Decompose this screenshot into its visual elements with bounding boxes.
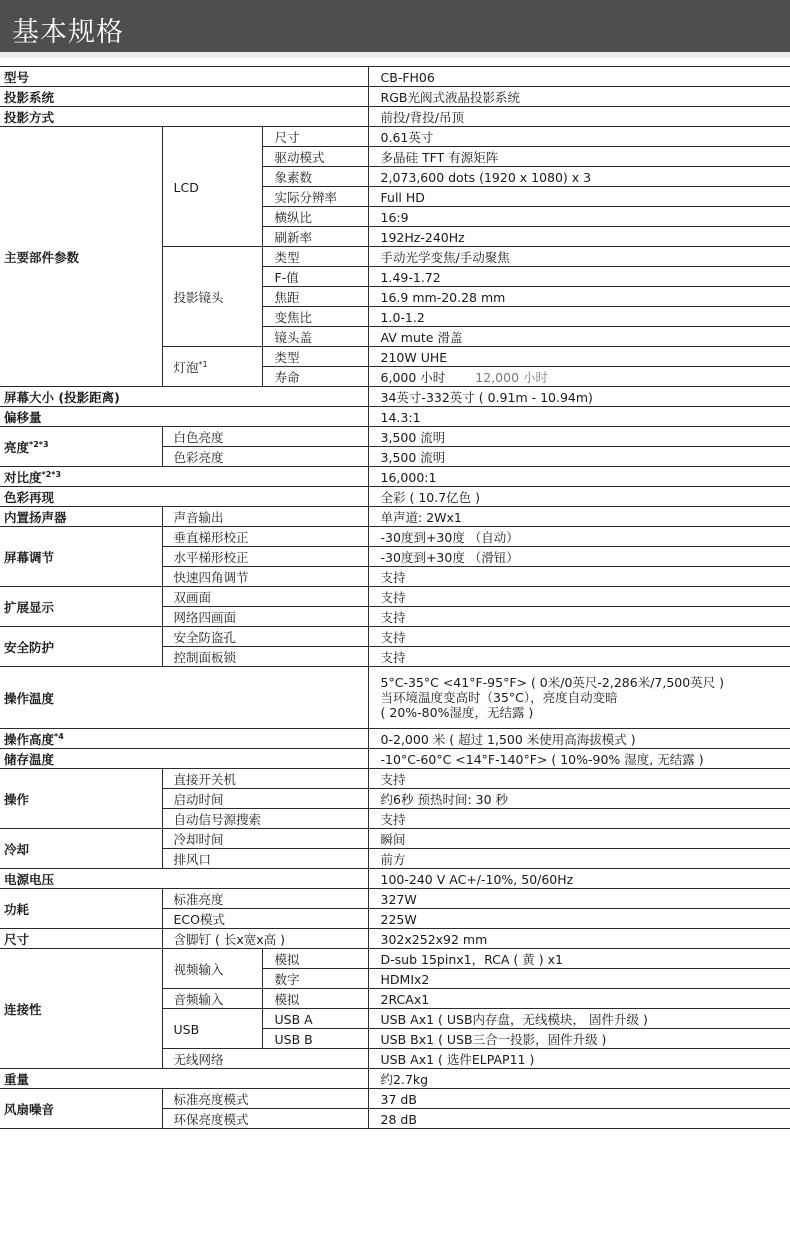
footnote-marker: *2*3: [29, 439, 49, 449]
contrast-label: 对比度: [4, 469, 42, 485]
table-row: [0, 729, 790, 749]
table-row: [0, 507, 790, 527]
row-value: HDMIx2: [368, 969, 790, 989]
row-value: 3,500 流明: [368, 447, 790, 467]
row-label-speaker: 内置扬声器: [0, 507, 162, 527]
sub-label: 色彩亮度: [162, 447, 368, 467]
table-row: [0, 869, 790, 889]
sub-label: 白色亮度: [162, 427, 368, 447]
table-row: [0, 107, 790, 127]
row-value: 0.61英寸: [368, 127, 790, 147]
row-value: USB Bx1 ( USB三合一投影，固件升级 ): [368, 1029, 790, 1049]
brightness-label: 亮度: [4, 439, 30, 455]
sub-label: 垂直梯形校正: [162, 527, 368, 547]
row-label-offset: 偏移量: [0, 407, 368, 427]
row-value: 支持: [368, 567, 790, 587]
row-value: D-sub 15pinx1，RCA ( 黄 ) x1: [368, 949, 790, 969]
row-value: -30度到+30度 （自动）: [368, 527, 790, 547]
lamp-life-normal: 6,000 小时: [380, 369, 446, 385]
row-value: 28 dB: [368, 1109, 790, 1129]
sub-label: 象素数: [262, 167, 368, 187]
row-label-weight: 重量: [0, 1069, 368, 1089]
table-row: [0, 1089, 790, 1109]
group-label-lens: 投影镜头: [162, 247, 262, 347]
row-value-speaker: 单声道: 2Wx1: [368, 507, 790, 527]
row-value-projection-method: 前投/背投/吊顶: [368, 107, 790, 127]
group-label-video-in: 视频输入: [162, 949, 262, 989]
row-value-power-voltage: 100-240 V AC+/-10%, 50/60Hz: [368, 869, 790, 889]
sub-label: 双画面: [162, 587, 368, 607]
row-value: 支持: [368, 647, 790, 667]
row-value: USB Ax1 ( 选件ELPAP11 ): [368, 1049, 790, 1069]
group-label-usb: USB: [162, 1009, 262, 1049]
table-row: [0, 87, 790, 107]
group-label-lamp: [162, 347, 262, 387]
row-value: [368, 367, 790, 387]
table-row: [0, 627, 790, 647]
table-row: [0, 769, 790, 789]
row-value: 支持: [368, 627, 790, 647]
sub-label: 实际分辨率: [262, 187, 368, 207]
sub-label: USB A: [262, 1009, 368, 1029]
sub-label: 刷新率: [262, 227, 368, 247]
sub-label: 排风口: [162, 849, 368, 869]
row-value: USB Ax1 ( USB内存盘，无线模块， 固件升级 ): [368, 1009, 790, 1029]
sub-label: 环保亮度模式: [162, 1109, 368, 1129]
footnote-marker: *1: [198, 359, 208, 369]
sub-label: 尺寸: [262, 127, 368, 147]
row-value: 瞬间: [368, 829, 790, 849]
table-row: [0, 407, 790, 427]
row-value: 192Hz-240Hz: [368, 227, 790, 247]
sub-label: 标准亮度: [162, 889, 368, 909]
row-label-storage-temp: 储存温度: [0, 749, 368, 769]
row-label-projection-system: 投影系统: [0, 87, 368, 107]
sub-label: 安全防盗孔: [162, 627, 368, 647]
row-value-dimensions: 302x252x92 mm: [368, 929, 790, 949]
row-value: 1.49-1.72: [368, 267, 790, 287]
group-label-main-parts: 主要部件参数: [0, 127, 162, 387]
row-label-projection-method: 投影方式: [0, 107, 368, 127]
table-row: [0, 127, 790, 147]
table-row: [0, 427, 790, 447]
group-label-audio-in: 音频输入: [162, 989, 262, 1009]
sub-label: 快速四角调节: [162, 567, 368, 587]
sub-label: 直接开关机: [162, 769, 368, 789]
group-label-operation: 操作: [0, 769, 162, 829]
sub-label: 标准亮度模式: [162, 1089, 368, 1109]
table-row: [0, 667, 790, 729]
sub-label: F-值: [262, 267, 368, 287]
group-label-connectivity: 连接性: [0, 949, 162, 1069]
group-label-power-consumption: 功耗: [0, 889, 162, 929]
op-temp-line: 5°C-35°C <41°F-95°F> ( 0米/0英尺-2,286米/7,500英尺 ): [380, 675, 725, 690]
row-value: 多晶硅 TFT 有源矩阵: [368, 147, 790, 167]
sub-label: 驱动模式: [262, 147, 368, 167]
row-label-op-altitude: [0, 729, 368, 749]
row-label-model: 型号: [0, 67, 368, 87]
sub-label: 自动信号源搜索: [162, 809, 368, 829]
sub-label: 无线网络: [162, 1049, 368, 1069]
row-value: 手动光学变焦/手动聚焦: [368, 247, 790, 267]
row-value-op-altitude: 0-2,000 米 ( 超过 1,500 米使用高海拔模式 ): [368, 729, 790, 749]
table-row: [0, 929, 790, 949]
table-row: [0, 1069, 790, 1089]
row-value-model: CB-FH06: [368, 67, 790, 87]
row-value: 2RCAx1: [368, 989, 790, 1009]
row-value: 16.9 mm-20.28 mm: [368, 287, 790, 307]
row-value-weight: 约2.7kg: [368, 1069, 790, 1089]
table-row: [0, 467, 790, 487]
table-row: [0, 829, 790, 849]
row-value: 16:9: [368, 207, 790, 227]
row-label-screen-size: 屏幕大小 (投影距离): [0, 387, 368, 407]
sub-label: USB B: [262, 1029, 368, 1049]
row-value-contrast: 16,000:1: [368, 467, 790, 487]
row-label-contrast: [0, 467, 368, 487]
table-row: [0, 487, 790, 507]
sub-label: 网络四画面: [162, 607, 368, 627]
sub-label: 类型: [262, 247, 368, 267]
sub-label: ECO模式: [162, 909, 368, 929]
row-value: 3,500 流明: [368, 427, 790, 447]
row-value: 327W: [368, 889, 790, 909]
spec-table: [0, 66, 790, 1129]
row-value: 支持: [368, 587, 790, 607]
row-value-screen-size: 34英寸-332英寸 ( 0.91m - 10.94m): [368, 387, 790, 407]
lamp-life-eco: 12,000 小时: [475, 369, 549, 385]
table-row: [0, 889, 790, 909]
group-label-brightness: [0, 427, 162, 467]
op-temp-line: 当环境温度变高时（35°C），亮度自动变暗: [380, 690, 618, 705]
sub-label: 水平梯形校正: [162, 547, 368, 567]
table-row: [0, 949, 790, 969]
sub-label: 启动时间: [162, 789, 368, 809]
footnote-marker: *2*3: [41, 469, 62, 479]
group-label-lcd: LCD: [162, 127, 262, 247]
table-row: [0, 527, 790, 547]
footnote-marker: *4: [54, 731, 64, 741]
sub-label: 镜头盖: [262, 327, 368, 347]
row-label-dimensions: 尺寸: [0, 929, 162, 949]
row-label-power-voltage: 电源电压: [0, 869, 368, 889]
title-banner: [0, 0, 790, 58]
group-label-security: 安全防护: [0, 627, 162, 667]
group-label-cooling: 冷却: [0, 829, 162, 869]
row-value: 37 dB: [368, 1089, 790, 1109]
row-label-color: 色彩再现: [0, 487, 368, 507]
table-row: [0, 387, 790, 407]
sub-label: 数字: [262, 969, 368, 989]
row-value: 支持: [368, 809, 790, 829]
row-value: 支持: [368, 769, 790, 789]
row-value-storage-temp: -10°C-60°C <14°F-140°F> ( 10%-90% 湿度, 无结露 ): [368, 749, 790, 769]
row-value-projection-system: RGB光阀式液晶投影系统: [368, 87, 790, 107]
row-value: 1.0-1.2: [368, 307, 790, 327]
lamp-label: 灯泡: [173, 359, 199, 375]
group-label-screen-adjust: 屏幕调节: [0, 527, 162, 587]
sub-label: 声音输出: [162, 507, 368, 527]
row-label-op-temp: 操作温度: [0, 667, 368, 729]
sub-label: 类型: [262, 347, 368, 367]
row-value: -30度到+30度 （滑钮）: [368, 547, 790, 567]
row-value-offset: 14.3:1: [368, 407, 790, 427]
table-row: [0, 67, 790, 87]
row-value: AV mute 滑盖: [368, 327, 790, 347]
page-title: 基本规格: [12, 17, 124, 48]
group-label-extended-display: 扩展显示: [0, 587, 162, 627]
sub-label: 冷却时间: [162, 829, 368, 849]
op-temp-line: ( 20%-80%湿度，无结露 ): [380, 705, 534, 720]
table-row: [0, 587, 790, 607]
sub-label: 控制面板锁: [162, 647, 368, 667]
table-row: [0, 749, 790, 769]
sub-label: 寿命: [262, 367, 368, 387]
sub-label: 模拟: [262, 989, 368, 1009]
row-value: 225W: [368, 909, 790, 929]
group-label-fan-noise: 风扇噪音: [0, 1089, 162, 1129]
sub-label: 变焦比: [262, 307, 368, 327]
row-value-color: 全彩 ( 10.7亿色 ): [368, 487, 790, 507]
row-value: Full HD: [368, 187, 790, 207]
row-value-op-temp: [368, 667, 790, 729]
row-value: 2,073,600 dots (1920 x 1080) x 3: [368, 167, 790, 187]
sub-label: 模拟: [262, 949, 368, 969]
row-value: 约6秒 预热时间: 30 秒: [368, 789, 790, 809]
sub-label: 焦距: [262, 287, 368, 307]
row-value: 支持: [368, 607, 790, 627]
sub-label: 横纵比: [262, 207, 368, 227]
row-value: 210W UHE: [368, 347, 790, 367]
sub-label: 含脚钉 ( 长x宽x高 ): [162, 929, 368, 949]
row-value: 前方: [368, 849, 790, 869]
op-altitude-label: 操作高度: [4, 731, 55, 747]
